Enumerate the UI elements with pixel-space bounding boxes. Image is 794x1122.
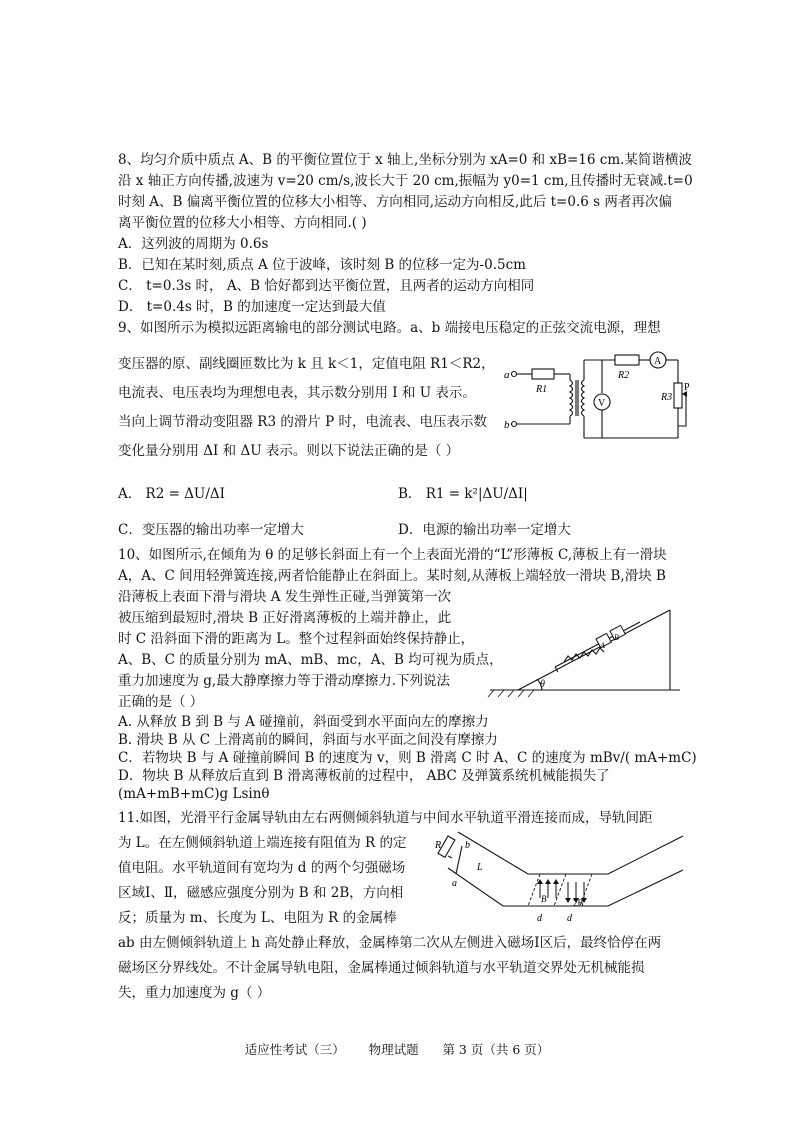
q10-stem-line: A，A、C 间用轻弹簧连接,两者恰能静止在斜面上。某时刻,从薄板上端轻放一滑块 B,滑块 B (118, 568, 666, 584)
q8-option-d: D． t=0.4s 时，B 的加速度一定达到最大值 (118, 299, 386, 315)
resistor-r-label: R (435, 840, 442, 851)
q8-stem-line: 离平衡位置的位移大小相等、方向相同.( ) (118, 215, 367, 231)
slider-p-label: P (684, 382, 690, 393)
q8-option-b: B．已知在某时刻,质点 A 位于波峰，该时刻 B 的位移一定为-0.5cm (118, 257, 526, 273)
field-b-label: B (541, 894, 547, 904)
question-9 (118, 318, 678, 339)
q11-stem-line: 11.如图，光滑平行金属导轨由左右两侧倾斜轨道与中间水平轨道平滑连接而成，导轨间距 (118, 810, 653, 826)
q10-option-c: C．若物块 B 与 A 碰撞前瞬间 B 的速度为 v，则 B 滑离 C 时 A、C 的速度为 mBv/( mA+mC) (118, 750, 697, 766)
q10-stem-line: 10、如图所示,在倾角为 θ 的足够长斜面上有一个上表面光滑的“L”形薄板 C,薄板上有一滑块 (118, 547, 667, 563)
q11-stem-line: 磁场区分界线处。不计金属导轨电阻，金属棒通过倾斜轨道与水平轨道交界处无机械能损 (118, 960, 645, 976)
voltmeter-label: V (598, 398, 606, 409)
q11-rail-diagram (428, 828, 690, 924)
q9-option-c: C．变压器的输出功率一定增大 (118, 522, 304, 538)
q10-option-d: D．物块 B 从释放后直到 B 滑离薄板前的过程中， ABC 及弹簧系统机械能损失了 (118, 768, 610, 784)
footer-page-number: 第 3 页（共 6 页） (442, 1042, 550, 1057)
q10-option-b: B. 滑块 B 从 C 上滑离前的瞬间，斜面与水平面之间没有摩擦力 (118, 732, 498, 748)
width-d2-label: d (567, 913, 572, 924)
q8-option-c: C． t=0.3s 时， A、B 恰好都到达平衡位置，且两者的运动方向相同 (118, 278, 535, 294)
r1-label: R1 (536, 384, 548, 395)
q11-stem-line: 失，重力加速度为 g（ ） (118, 985, 271, 1001)
q8-option-a: A．这列波的周期为 0.6s (118, 236, 269, 252)
rod-end-a-label: a (452, 878, 457, 889)
q9-option-b: B． R1 = k²|ΔU/ΔI| (398, 486, 528, 502)
footer-subject: 物理试题 (368, 1042, 419, 1057)
q10-stem-line: 时 C 沿斜面下滑的距离为 L。整个过程斜面始终保持静止， (118, 631, 475, 647)
question-8 (118, 150, 693, 318)
q10-incline-diagram (480, 605, 690, 700)
field-2b-label: 2B (573, 898, 584, 908)
q9-option-a: A． R2 = ΔU/ΔI (118, 486, 225, 502)
q11-stem-line: 值电阻。水平轨道间有宽均为 d 的两个匀强磁场 (118, 860, 406, 876)
q9-stem-line: 变压器的原、副线圈匝数比为 k 且 k＜1，定值电阻 R1＜R2， (118, 356, 495, 372)
q10-stem-line: 沿薄板上表面下滑与滑块 A 发生弹性正碰,当弹簧第一次 (118, 589, 452, 605)
q9-circuit-diagram (500, 348, 700, 443)
q9-stem-line: 电流表、电压表均为理想电表，其示数分别用 I 和 U 表示。 (118, 385, 476, 401)
terminal-b-label: b (504, 419, 510, 431)
q11-stem-line: 反；质量为 m、长度为 L、电阻为 R 的金属棒 (118, 910, 397, 926)
r2-label: R2 (618, 370, 630, 381)
block-a-label: A (600, 641, 605, 650)
theta-label: θ (540, 679, 545, 690)
q11-stem-line: 区域Ⅰ、Ⅱ，磁感应强度分别为 B 和 2B，方向相 (118, 885, 404, 901)
q8-stem-line: 8、均匀介质中质点 A、B 的平衡位置位于 x 轴上,坐标分别为 xA=0 和 xB=16 cm.某简谐横波 (118, 152, 692, 168)
q10-options (118, 713, 697, 803)
q10-stem-line: 正确的是（ ） (118, 694, 204, 710)
length-l-label: L (477, 862, 483, 873)
q10-stem-line: 被压缩到最短时,滑块 B 正好滑离薄板的上端并静止，此 (118, 610, 452, 626)
q9-stem-line: 当向上调节滑动变阻器 R3 的滑片 P 时，电流表、电压表示数 (118, 414, 488, 430)
q9-stem-line: 9、如图所示为模拟远距离输电的部分测试电路。a、b 端接电压稳定的正弦交流电源，理想 (118, 320, 661, 336)
terminal-a-label: a (504, 369, 510, 381)
footer-exam-name: 适应性考试（三） (244, 1042, 345, 1057)
block-b-label: B (614, 633, 619, 642)
q10-stem-line: 重力加速度为 g,最大静摩擦力等于滑动摩擦力.下列说法 (118, 673, 451, 689)
q10-option-a: A. 从释放 B 到 B 与 A 碰撞前，斜面受到水平面向左的摩擦力 (118, 714, 489, 730)
q11-stem-line: 为 L。在左侧倾斜轨道上端连接有阻值为 R 的定 (118, 835, 407, 851)
rod-end-b-label: b (465, 840, 470, 851)
q9-stem-line: 变化量分别用 ΔI 和 ΔU 表示。则以下说法正确的是（ ） (118, 443, 460, 459)
q10-stem-line: A、B、C 的质量分别为 mA、mB、mc，A、B 均可视为质点， (118, 652, 503, 668)
width-d1-label: d (537, 913, 542, 924)
q9-option-d: D．电源的输出功率一定增大 (398, 522, 571, 538)
ammeter-label: A (654, 356, 662, 367)
page-footer (0, 1040, 794, 1058)
r3-label: R3 (661, 392, 673, 403)
q8-stem-line: 沿 x 轴正方向传播,波速为 v=20 cm/s,波长大于 20 cm,振幅为 y0=1 cm,且传播时无衰减.t=0 (118, 173, 693, 189)
q10-option-d-cont: (mA+mB+mC)g Lsinθ (118, 786, 270, 802)
q11-stem-line: ab 由左侧倾斜轨道上 h 高处静止释放，金属棒第二次从左侧进入磁场Ⅰ区后，最终恰停在两 (118, 935, 662, 951)
q8-stem-line: 时刻 A、B 偏离平衡位置的位移大小相等、方向相同,运动方向相反,此后 t=0.6 s 两者再次偏 (118, 194, 672, 210)
